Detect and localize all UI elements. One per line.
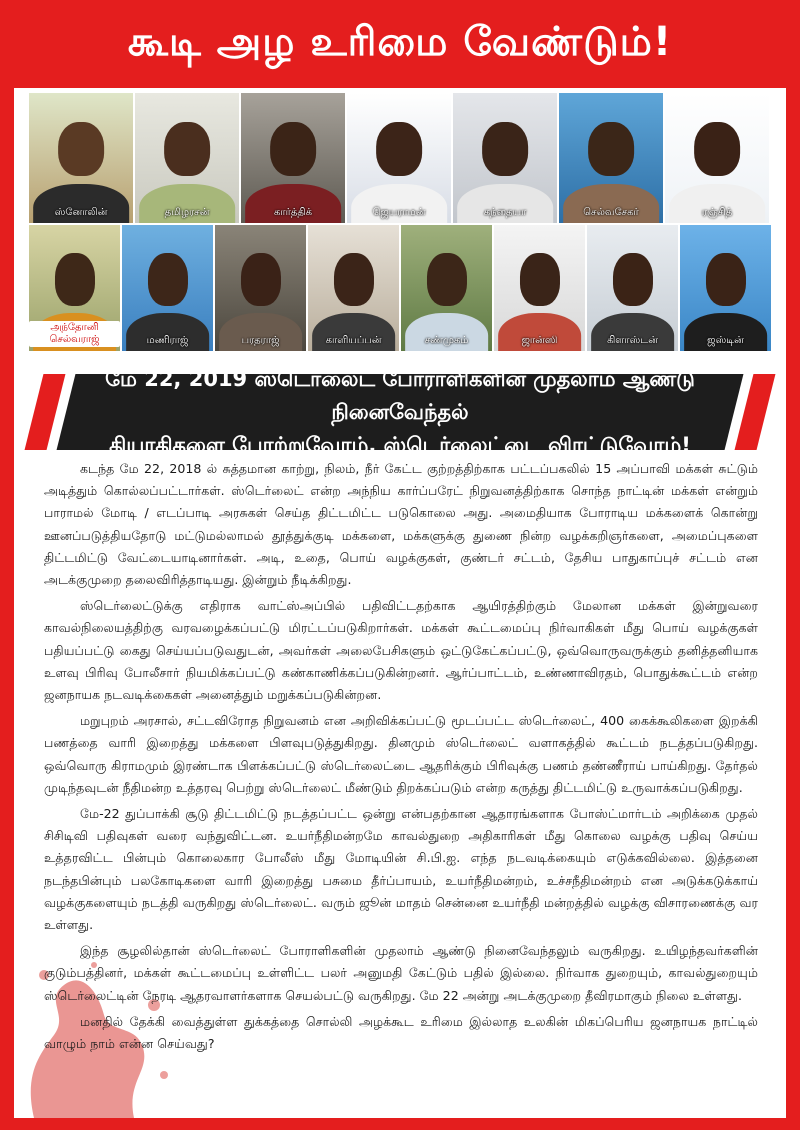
portrait-photo: [28, 224, 121, 352]
portrait-name: ஜான்ஸி: [521, 335, 558, 346]
paragraph-6: மனதில் தேக்கி வைத்துள்ள துக்கத்தை சொல்லி அழக்கூட உரிமை இல்லாத உலகின் மிகப்பெரிய ஜனநாயக நாட்டில் வாழும் நாம் என்ன செய்வது?: [44, 1013, 758, 1052]
portrait-name: ஜெயராமன்: [372, 207, 426, 218]
portrait-name: சண்முகம்: [424, 335, 469, 346]
portrait-photo: [558, 92, 664, 224]
portrait-name: காளியப்பன்: [325, 335, 382, 346]
portrait-photo: [679, 224, 772, 352]
portrait-photo: [121, 224, 214, 352]
banner-title: கூடி அழ உரிமை வேண்டும்!: [127, 18, 673, 65]
paragraph-3: மறுபுறம் அரசால், சட்டவிரோத நிறுவனம் என அறிவிக்கப்பட்டு மூடப்பட்ட ஸ்டெர்லைட், 400 கைக்கூலிகளை இறக்கி பணத்தை வாரி இறைத்து மக்களை பிளவுபடுத்துகிறது. தினமும் ஸ்டெர்லைட் வளாகத்தில் கூட்டம் நடத்தப்படுகிறது. ஒவ்வொரு கிராமமும் இரண்டாக பிளக்கப்பட்டு ஸ்டெர்லைட்டை ஆதரிக்கும் பிரிவுக்கு பணம் தண்ணீராய் பாய்கிறது. தேர்தல் முடிந்தவுடன் நீதிமன்ற உத்தரவு பெற்று ஸ்டெர்லைட் மீண்டும் திறக்கப்படும் என்ற கருத்து திட்டமிட்டு உருவாக்கப்படுகிறது.: [44, 713, 758, 795]
portrait-name: மணிராஜ்: [146, 335, 189, 346]
paragraph-1: கடந்த மே 22, 2018 ல் சுத்தமான காற்று, நிலம், நீர் கேட்ட குற்றத்திற்காக பட்டப்பகலில் 15 அப்பாவி மக்கள் சுட்டும் அடித்தும் கொல்லப்பட்டார்கள். ஸ்டெர்லைட் என்ற அந்நிய கார்ப்பரேட் நிறுவனத்திற்காக சொந்த நாட்டின் மக்கள் என்றும் பாராமல் மோடி / எடப்பாடி அரசுகள் செய்த திட்டமிட்ட படுகொலை அது. அமைதியாக போராடிய மக்களைக் கொன்று ஊனப்படுத்தியதோடு மட்டுமல்லாமல் தூத்துக்குடி மக்களை, மக்களுக்கு துணை நின்ற வழக்கறிஞர்களை, அமைப்புகளை திட்டமிட்டு வேட்டையாடினார்கள். அடி, உதை, பொய் வழக்குகள், குண்டர் சட்டம், தேசிய பாதுகாப்புச் சட்டம் என அடக்குமுறை தலைவிரித்தாடியது. இன்றும் நீடிக்கிறது.: [44, 461, 758, 588]
portrait-name: ஸ்னோலின்: [54, 207, 108, 218]
portrait-photo: [28, 92, 134, 224]
portrait-name: தமிழரசன்: [164, 207, 210, 218]
portrait-name: பரதராஜ்: [241, 335, 280, 346]
headline-text: [66, 366, 734, 457]
paragraph-5: இந்த சூழலில்தான் ஸ்டெர்லைட் போராளிகளின் முதலாம் ஆண்டு நினைவேந்தலும் வருகிறது. உயிழந்தவர்களின் குடும்பத்தினர், மக்கள் கூட்டமைப்பு உள்ளிட்ட பலர் அனுமதி கேட்டும் பதில் இல்லை. நிர்வாக துறையும், காவல்துறையும் ஸ்டெர்லைட்டின் நேரடி ஆதரவாளர்களாக செயல்பட்டு வருகிறது. மே 22 அன்று அடக்குமுறை தீவிரமாகும் நிலை உள்ளது.: [44, 943, 758, 1003]
headline-panel: [66, 366, 734, 457]
title-banner: [0, 0, 800, 88]
photo-row-2: [28, 224, 772, 352]
photo-row-1: [28, 92, 772, 224]
portrait-photo: [452, 92, 558, 224]
portrait-photo: [214, 224, 307, 352]
headline-line-1: மே 22, 2019 ஸ்டெர்லைட் போராளிகளின் முதலாம் ஆண்டு நினைவேந்தல்: [105, 366, 695, 424]
portrait-name: கிளாஸ்டன்: [607, 335, 658, 346]
portrait-name: கார்த்திக்: [274, 207, 312, 218]
paragraph-4: மே-22 துப்பாக்கி சூடு திட்டமிட்டு நடத்தப்பட்ட ஒன்று என்பதற்கான ஆதாரங்களாக போஸ்ட்மார்டம் அறிக்கை முதல் சிசிடிவி பதிவுகள் வரை வந்துவிட்டன. உயர்நீதிமன்றமே காவல்துறை அதிகாரிகள் மீது கொலை வழக்கு பதிவு செய்ய உத்தரவிட்ட பின்பும் கொலைகார போலீஸ் மீது மோடியின் சி.பி.ஐ. எந்த நடவடிக்கையும் எடுக்கவில்லை. இத்தனை நடந்தபின்பும் பலகோடிகளை வாரி இறைத்து பசுமை தீர்ப்பாயம், உயர்நீதிமன்றம், உச்சநீதிமன்றம் என அடுக்கடுக்காய் வழக்குகளையும் நடத்தி வருகிறது ஸ்டெர்லைட். வரும் ஜூன் மாதம் சென்னை உயர்நீதி மன்றத்தில் வழக்கு விசாரணைக்கு வர உள்ளது.: [44, 806, 758, 933]
paragraph-2: ஸ்டெர்லைட்டுக்கு எதிராக வாட்ஸ்அப்பில் பதிவிட்டதற்காக ஆயிரத்திற்கும் மேலான மக்கள் இன்றுவரை காவல்நிலையத்திற்கு வரவழைக்கப்பட்டு மிரட்டப்படுகிறார்கள். மக்கள் கூட்டமைப்பு நிர்வாகிகள் மீது பொய் வழக்குகள் பதியப்பட்டு கைது செய்யப்படுவதுடன், அவர்கள் அலைபேசிகளும் ஒட்டுகேட்கப்பட்டு, ஒவ்வொருவருக்கும் தனித்தனியாக உளவு பிரிவு போலீசார் நியமிக்கப்பட்டு கண்காணிக்கப்படுகின்றனர். ஆர்ப்பாட்டம், உண்ணாவிரதம், பொதுக்கூட்டம் என்ற ஜனநாயக நடவடிக்கைகள் அனைத்தும் மறுக்கப்படுகின்றன.: [44, 598, 758, 703]
portrait-photo: [346, 92, 452, 224]
portrait-name-label: அந்தோனி செல்வராஜ்: [29, 321, 120, 347]
portrait-photo: [240, 92, 346, 224]
portrait-name: செல்வசேகர்: [583, 207, 639, 218]
portrait-photo: [493, 224, 586, 352]
portrait-name: கந்தையா: [483, 207, 527, 218]
portrait-photo: [664, 92, 770, 224]
portrait-photo: [400, 224, 493, 352]
portrait-photo: [134, 92, 240, 224]
article-body: [44, 458, 758, 1059]
victims-photo-grid: [28, 92, 772, 352]
headline-accent-right: [735, 374, 776, 450]
portrait-name: ஜஸ்டின்: [707, 335, 744, 346]
portrait-name: [29, 321, 120, 347]
portrait-photo: [307, 224, 400, 352]
portrait-name: ரஞ்சித்: [701, 207, 733, 218]
headline-line-2: தியாகிகளை போற்றுவோம், ஸ்டெர்லைட்டை விரட்டுவோம்!: [109, 432, 691, 457]
portrait-photo: [586, 224, 679, 352]
